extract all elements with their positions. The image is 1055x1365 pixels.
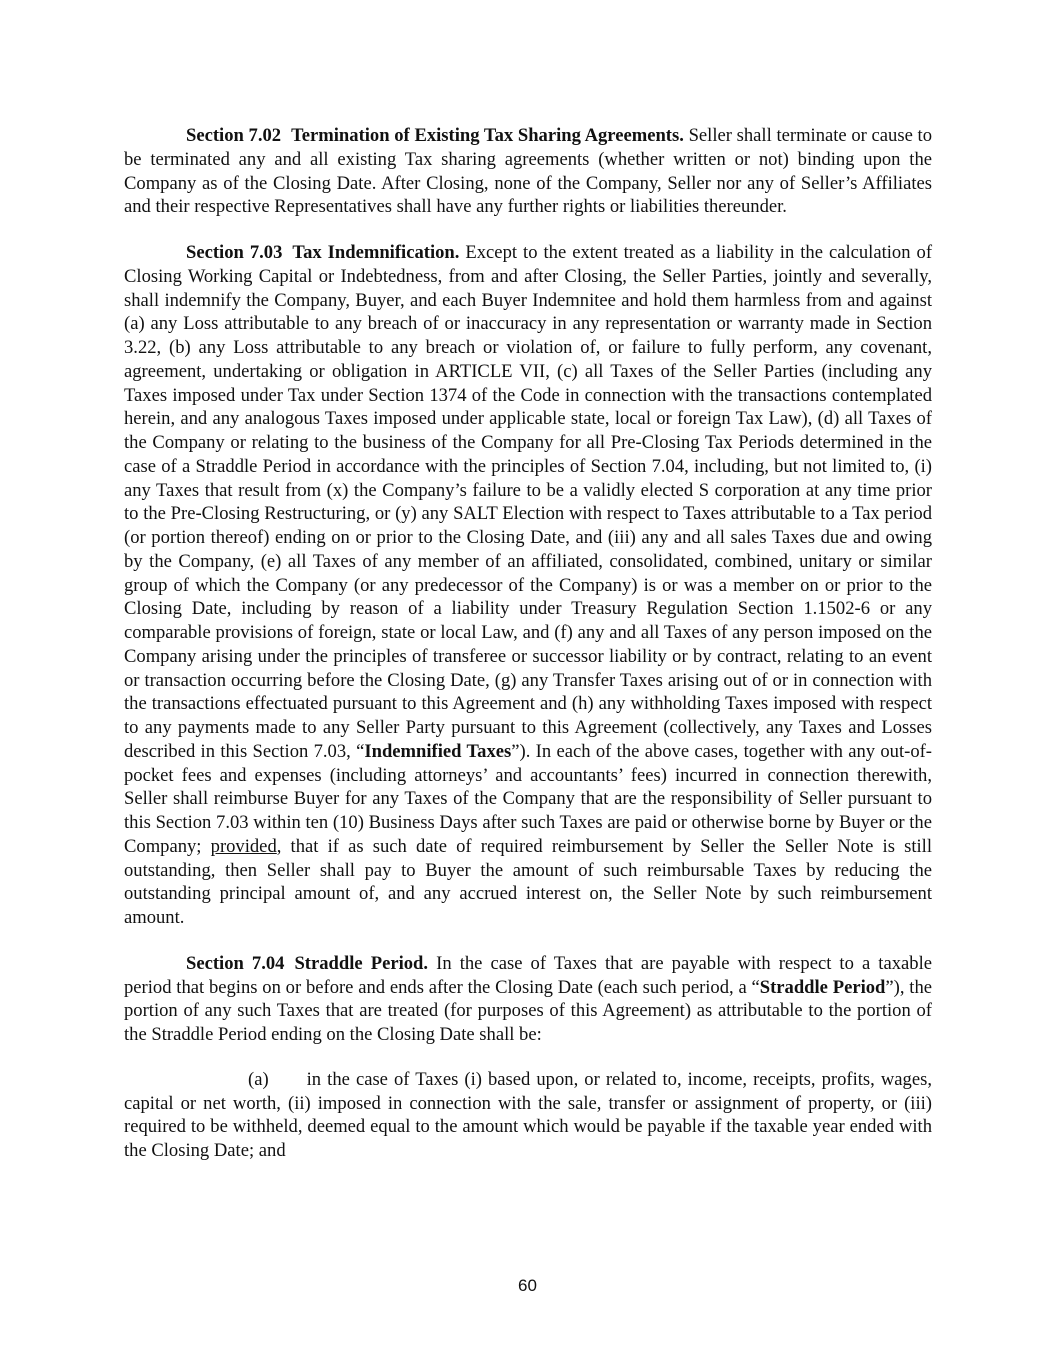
page-number: 60	[518, 1276, 537, 1295]
section-7-03-text-1: Except to the extent treated as a liability in the calculation of Closing Working Capital or Indebtedness, from and after Closing, the Seller Parties, jointly and severally, shall indemnify the Company, Buyer, and each Buyer Indemnitee and hold them harmless from and against (a) any Loss attributable to any breach of or inaccuracy in any representation or warranty made in Section 3.22, (b) any Loss attributable to any breach or violation of, or failure to fully perform, any covenant, agreement, undertaking or obligation in ARTICLE VII, (c) all Taxes of the Seller Parties (including any Taxes imposed under Tax under Section 1374 of the Code in connection with the transactions contemplated herein, and any analogous Taxes imposed under applicable state, local or foreign Tax Law), (d) all Taxes of the Company or relating to the business of the Company for all Pre-Closing Tax Periods determined in the case of a Straddle Period in accordance with the principles of Section 7.04, including, but not limited to, (i) any Taxes that result from (x) the Company’s failure to be a validly elected S corporation at any time prior to the Pre-Closing Restructuring, or (y) any SALT Election with respect to Taxes attributable to a Tax period (or portion thereof) ending on or prior to the Closing Date, and (iii) any and all sales Taxes due and owing by the Company, (e) all Taxes of any member of an affiliated, consolidated, combined, unitary or similar group of which the Company (or any predecessor of the Company) is or was a member on or prior to the Closing Date, including by reason of a liability under Treasury Regulation Section 1.1502-6 or any comparable provisions of foreign, state or local Law, and (f) any and all Taxes of any person imposed on the Company arising under the principles of transferee or successor liability or by contract, relating to an event or transaction occurring before the Closing Date, (g) any Transfer Taxes arising out of or in connection with the transactions effectuated pursuant to this Agreement and (h) any withholding Taxes imposed with respect to any payments made to any Seller Party pursuant to this Agreement (collectively, any Taxes and Losses described in this Section 7.03, “	[124, 242, 933, 762]
indemnified-taxes-term: Indemnified Taxes	[364, 740, 512, 762]
section-7-04-number: Section 7.04	[186, 952, 285, 974]
section-7-04-text-2: ”), the portion of any such Taxes that are treated (for purposes of this Agreement) as attributable to the portion of the Straddle Period ending on the Closing Date shall be:	[124, 976, 932, 1045]
section-7-04-heading: Straddle Period.	[294, 952, 429, 974]
section-7-02-text: Seller shall terminate or cause to be terminated any and all existing Tax sharing agreements (whether written or not) binding upon the Company as of the Closing Date. After Closing, none of the Company, Seller nor any of Seller’s Affiliates and their respective Representatives shall have any further rights or liabilities thereunder.	[124, 125, 932, 218]
section-7-03-paragraph	[124, 241, 932, 930]
section-7-02-heading: Termination of Existing Tax Sharing Agreements.	[291, 125, 684, 146]
section-7-02-number: Section 7.02	[186, 125, 282, 146]
clause-a-label: (a)	[248, 1068, 269, 1090]
section-7-03-number: Section 7.03	[186, 242, 283, 263]
section-7-04-paragraph	[124, 952, 932, 1047]
section-7-04-text-1: In the case of Taxes that are payable with respect to a taxable period that begins on or before and ends after the Closing Date (each such period, a “	[124, 952, 932, 998]
provided-underlined: provided	[210, 835, 277, 857]
section-7-03-text-3: , that if as such date of required reimbursement by Seller the Seller Note is still outstanding, then Seller shall pay to Buyer the amount of such reimbursable Taxes by reducing the outstanding principal amount of, and any accrued interest on, the Seller Note by such reimbursement amount.	[124, 835, 932, 928]
clause-a-paragraph	[124, 1068, 932, 1163]
clause-a-text: in the case of Taxes (i) based upon, or related to, income, receipts, profits, wages, capital or net worth, (ii) imposed in connection with the sale, transfer or assignment of property, or (iii) required to be withheld, deemed equal to the amount which would be payable if the taxable year ended with the Closing Date; and	[124, 1068, 932, 1161]
section-7-03-text-2: ”). In each of the above cases, together with any out-of-pocket fees and expenses (including attorneys’ and accountants’ fees) incurred in connection therewith, Seller shall reimburse Buyer for any Taxes of the Company that are the responsibility of Seller pursuant to this Section 7.03 within ten (10) Business Days after such Taxes are paid or otherwise borne by Buyer or the Company;	[124, 740, 933, 857]
straddle-period-term: Straddle Period	[759, 976, 886, 998]
section-7-03-heading: Tax Indemnification.	[292, 242, 460, 263]
section-7-02-paragraph	[124, 124, 932, 219]
